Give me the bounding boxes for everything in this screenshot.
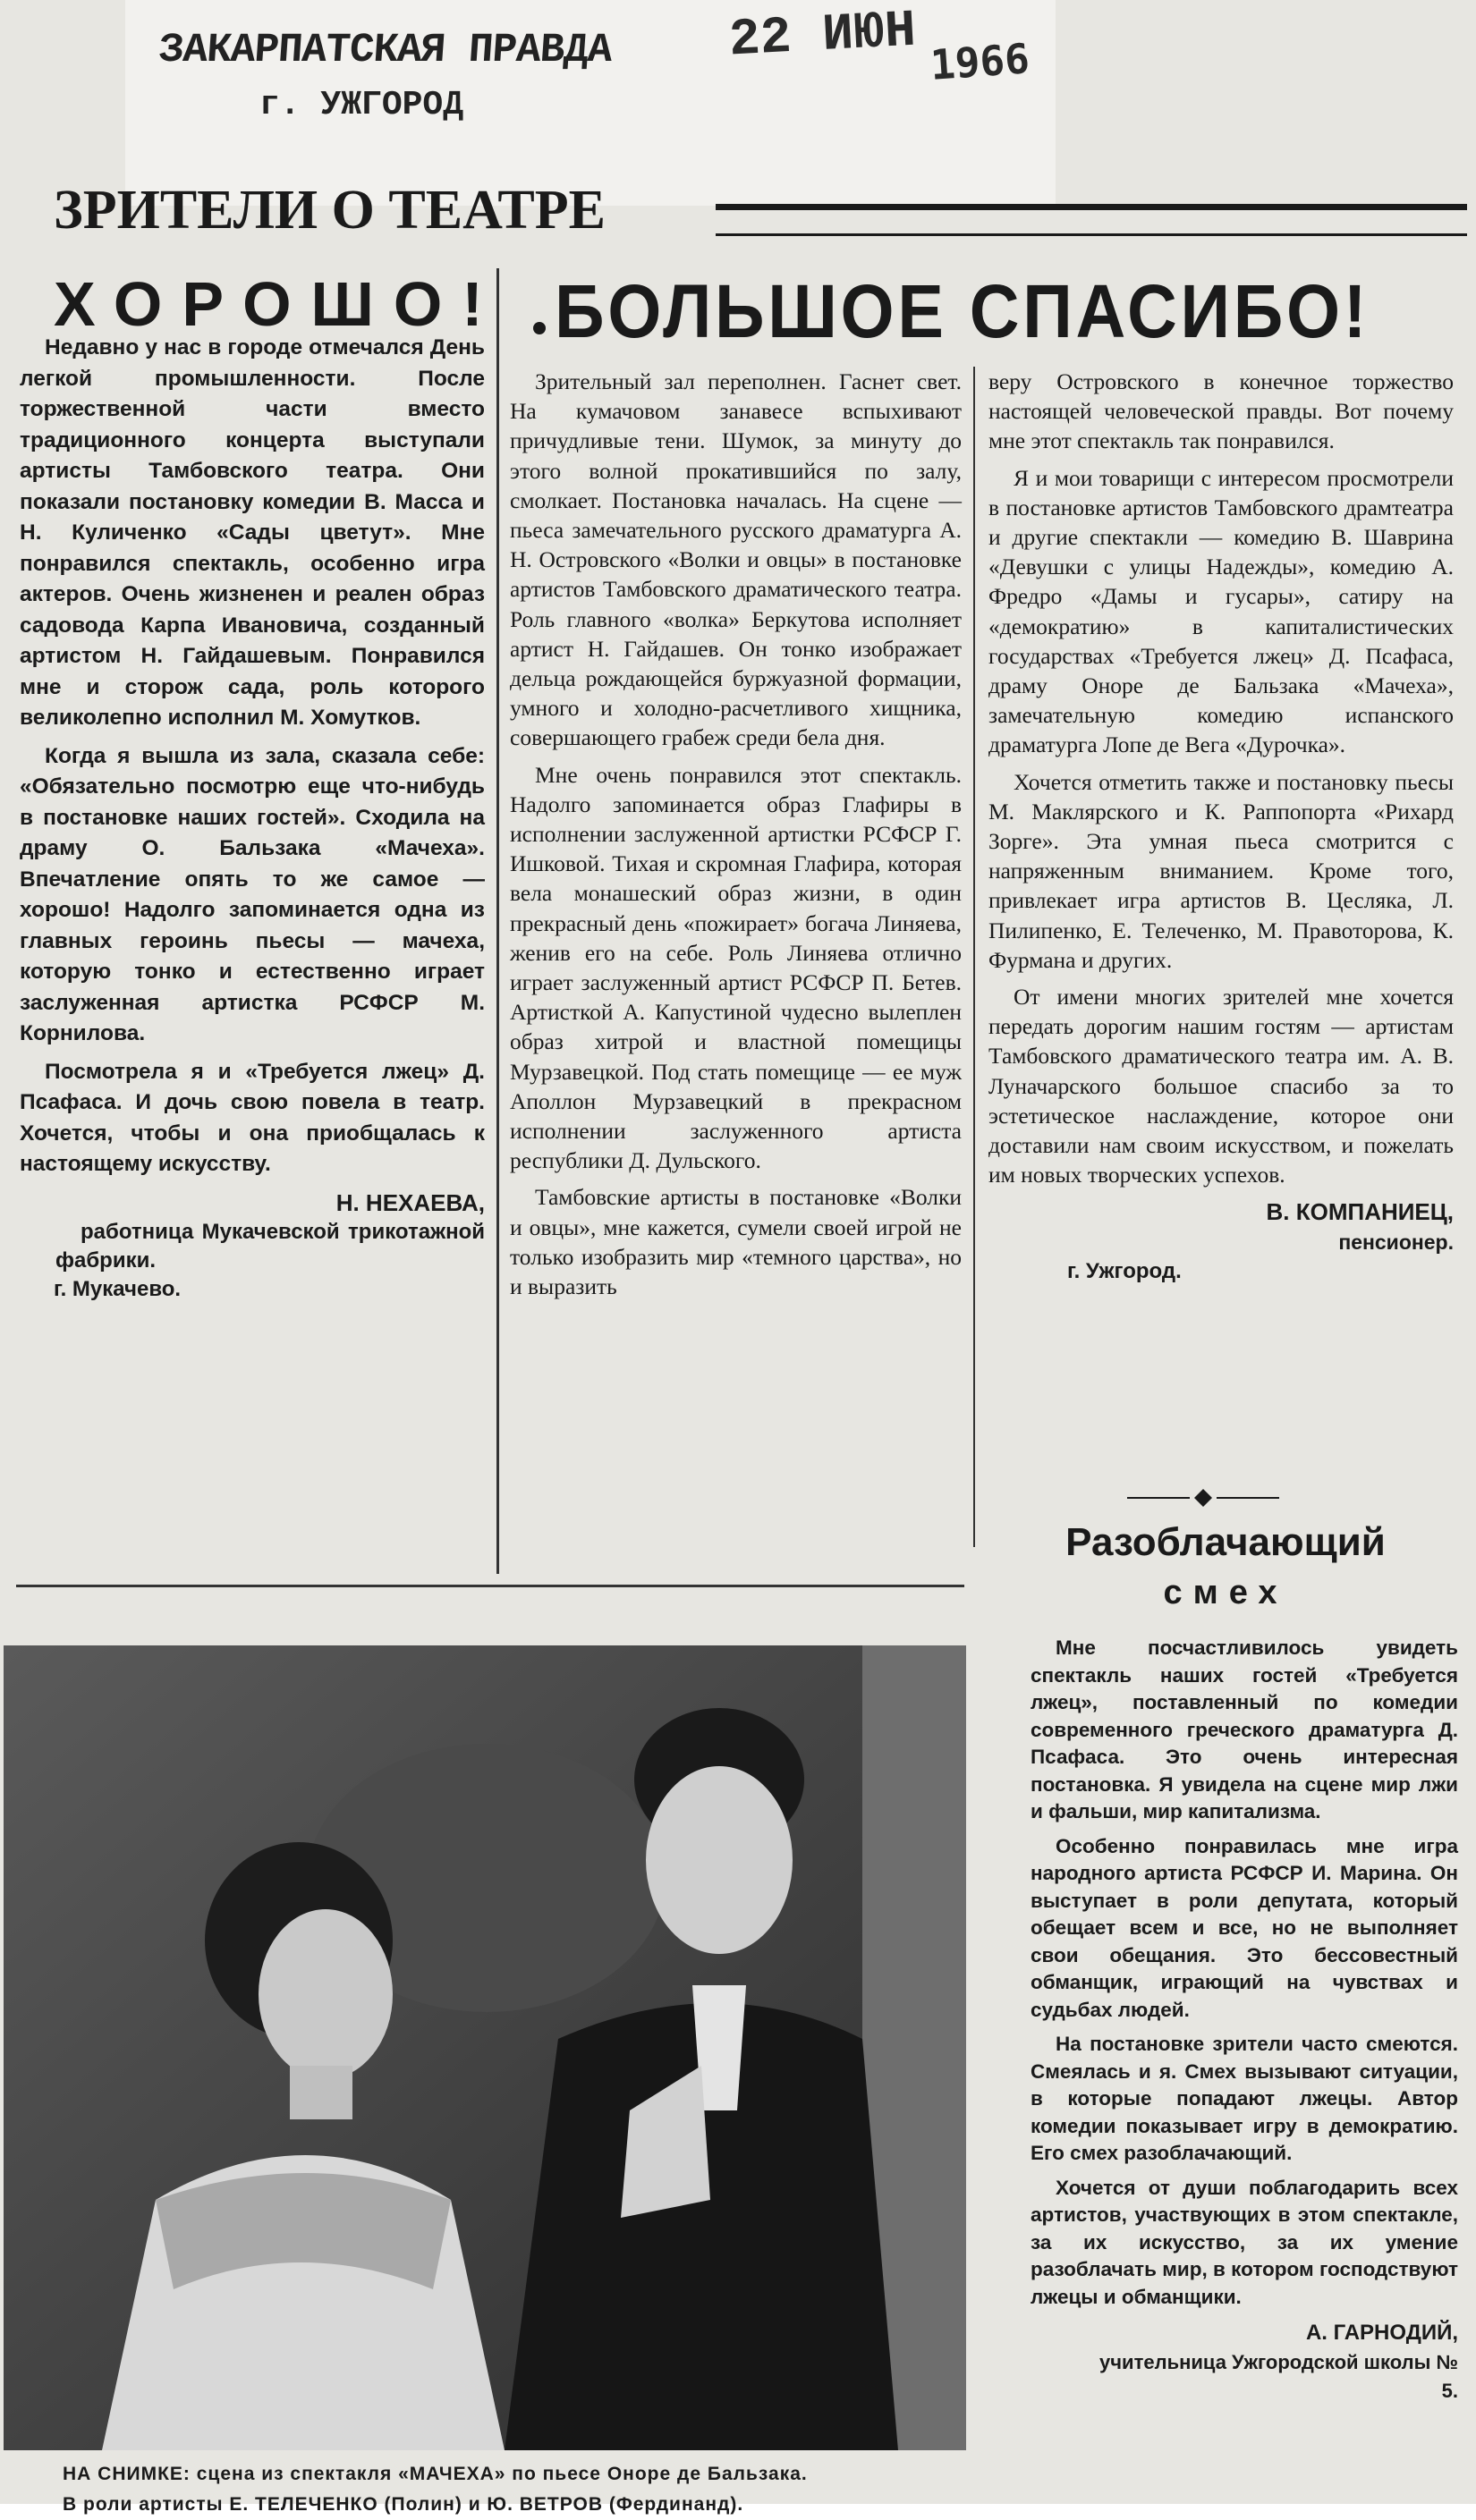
paragraph: Я и мои товарищи с интересом просмотрели в постановке артистов Тамбовского драмтеатра и другие спектакли — комедию В. Шаврина «Девушки с улицы Надежды», комедию А. Фредро «Дамы и гусары», сатиру на «демократию» в капиталистических государствах «Требуется лжец» Д. Псафаса, драму Оноре де Бальзака «Мачеха», замечательную комедию испанского драматурга Лопе де Вега «Дурочка».: [988, 464, 1454, 758]
photo-caption-line2: В роли артисты Е. ТЕЛЕЧЕНКО (Полин) и Ю. ВЕТРОВ (Фердинанд).: [63, 2494, 744, 2515]
paragraph: Недавно у нас в городе отмечался День легкой промышленности. После торжественной части вместо традиционного концерта выступали артисты Тамбовского театра. Они показали постановку комедии В. Масса и Н. Куличенко «Сады цветут». Мне понравился спектакль, особенно игра актеров. Очень жизненен и реален образ садовода Карпа Ивановича, созданный артистом Н. Гайдашевым. Понравился мне и сторож сада, роль которого великолепно исполнил М. Хомутков.: [20, 335, 485, 730]
column-divider: [973, 367, 975, 1547]
article-main-col1: [510, 367, 962, 1308]
author-role: пенсионер.: [1338, 1230, 1454, 1255]
scene-photo-image: [4, 1645, 966, 2450]
author-city: г. Мукачево.: [54, 1276, 182, 1301]
ornament-divider: [1127, 1489, 1279, 1507]
paragraph: Особенно понравилась мне игра народного артиста РСФСР И. Марина. Он выступает в роли депутата, который обещает всем и все, но не выполняет свои обещания. Это бессовестный обманщик, играющий на чувствах и судьбах людей.: [1031, 1834, 1458, 2021]
paragraph: Хочется от души поблагодарить всех артистов, участвующих в этом спектакле, за их искусство, за их умение разоблачать мир, в котором господствуют лжецы и обманщики.: [1031, 2176, 1458, 2308]
paragraph: Мне очень понравился этот спектакль. Надолго запоминается образ Глафиры в исполнении заслуженной артистки РСФСР Г. Ишковой. Тихая и скромная Глафира, которая вела монашеский образ жизни, в один прекрасный день «пожирает» богача Линяева, женив его на себе. Роль Линяева отлично играет заслуженный артист РСФСР П. Бетев. Артисткой А. Капустиной чудесно вылеплен образ хитрой и властной помещицы Мурзавецкой. Под стать помещице — ее муж Аполлон Мурзавецкий в прекрасном исполнении заслуженного артиста республики Д. Дульского.: [510, 761, 962, 1174]
headline-left: ХОРОШО!: [54, 269, 503, 339]
column-divider: [496, 268, 499, 1574]
stamp-year: 1966: [929, 34, 1031, 89]
paragraph: От имени многих зрителей мне хочется передать дорогим нашим гостям — артистам Тамбовского драматического театра им. А. В. Луначарского большое спасибо за то эстетическое наслаждение, которое они доставили нам своим искусством, и пожелать им новых творческих успехов.: [988, 984, 1454, 1188]
stamp-newspaper-name: ЗАКАРПАТСКАЯ ПРАВДА: [157, 27, 614, 73]
paragraph: Зрительный зал переполнен. Гаснет свет. На кумачовом занавесе вспыхивают причудливые тени. Шумок, за минуту до этого волной прокатившийся по залу, смолкает. Постановка началась. На сцене — пьеса замечательного русского драматурга А. Н. Островского «Волки и овцы» в постановке артистов Тамбовского драматического театра. Роль главного «волка» Беркутова исполняет артист Н. Гайдашев. Он тонко изображает дельца рождающейся буржуазной формации, умного и холодно-расчетливого хищника, совершающего грабеж среди бела дня.: [510, 368, 962, 751]
paragraph: Когда я вышла из зала, сказала себе: «Обязательно посмотрю еще что-нибудь в постановке наших гостей». Сходила на драму О. Бальзака «Мачеха». Впечатление опять то же самое — хорошо! Надолго запоминается одна из главных героинь пьесы — мачеха, которую тонко и естественно играет заслуженная артистка РСФСР М. Корнилова.: [20, 743, 485, 1045]
horizontal-divider: [16, 1585, 964, 1587]
paragraph: Посмотрела я и «Требуется лжец» Д. Псафаса. И дочь свою повела в театр. Хочется, чтобы и она приобщалась к настоящему искусству.: [20, 1059, 485, 1176]
stamp-date: 22 ИЮН: [727, 2, 918, 71]
section-title: ЗРИТЕЛИ О ТЕАТРЕ: [54, 180, 606, 241]
headline-main: БОЛЬШОЕ СПАСИБО!: [555, 269, 1370, 353]
article-main-col2: [988, 367, 1454, 1286]
article-left: [20, 333, 485, 1304]
photo-caption-line1: НА СНИМКЕ: сцена из спектакля «МАЧЕХА» по пьесе Оноре де Бальзака.: [63, 2464, 808, 2484]
paragraph: Тамбовские артисты в постановке «Волки и овцы», мне кажется, сумели своей игрой не только изобразить мир «темного царства», но и выразить: [510, 1184, 962, 1300]
stamp-city: г. УЖГОРОД: [259, 86, 464, 124]
paragraph: веру Островского в конечное торжество настоящей человеческой правды. Вот почему мне этот спектакль так понравился.: [988, 368, 1454, 454]
author-role: работница Мукачевской трикотажной фабрики.: [55, 1219, 485, 1273]
paragraph: Хочется отметить также и постановку пьесы М. Маклярского и К. Раппопорта «Рихард Зорге». Эта умная пьеса смотрится с напряженным вниманием. Кроме того, привлекает игра артистов В. Цесляка, Л. Пилипенко, Е. Телеченко, М. Правоторова, К. Фурмана и других.: [988, 768, 1454, 973]
author-role: учительница Ужгородской школы № 5.: [1099, 2351, 1458, 2402]
author-city: г. Ужгород.: [1067, 1259, 1182, 1284]
author-name: В. КОМПАНИЕЦ,: [1266, 1198, 1454, 1226]
headline-right-sub: смех: [1163, 1574, 1288, 1611]
headline-right: Разоблачающий: [1065, 1520, 1386, 1564]
author-name: Н. НЕХАЕВА,: [335, 1188, 485, 1216]
article-right: [1031, 1635, 1458, 2406]
photo-caption: [63, 2459, 957, 2520]
paragraph: На постановке зрители часто смеются. Смеялась и я. Смех вызывают ситуации, в которые попадают лжецы. Автор комедии показывает игру в демократию. Его смех разоблачающий.: [1031, 2033, 1458, 2164]
headline-bullet: [533, 322, 546, 334]
author-name: А. ГАРНОДИЙ,: [1305, 2321, 1458, 2345]
title-rule: [716, 204, 1467, 236]
paragraph: Мне посчастливилось увидеть спектакль наших гостей «Требуется лжец», поставленный по комедии современного греческого драматурга Д. Псафаса. Это очень интересная постановка. Я увидела на сцене мир лжи и фальши, мир капитализма.: [1031, 1636, 1458, 1822]
photo-scene: [4, 1645, 966, 2450]
